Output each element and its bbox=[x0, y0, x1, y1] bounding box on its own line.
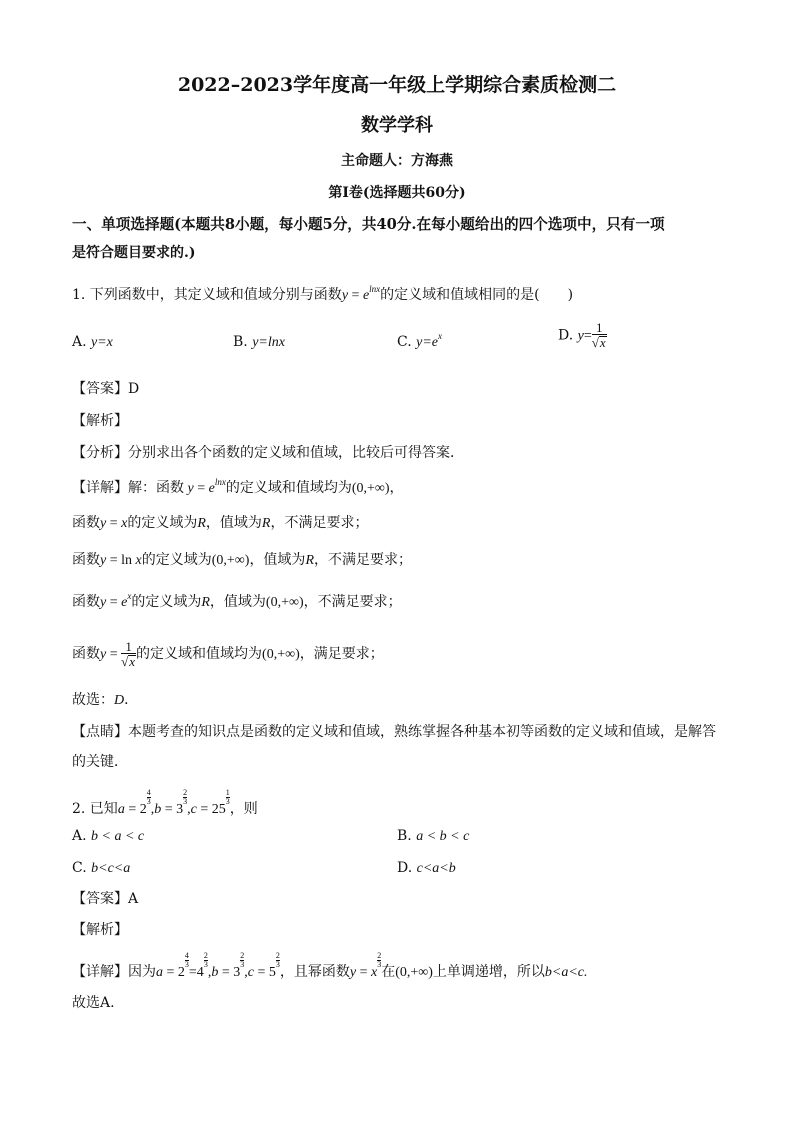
q1-fenxi: 【分析】分别求出各个函数的定义域和值域，比较后可得答案． bbox=[72, 445, 464, 461]
q2-option-c: C. b<c<a bbox=[72, 860, 131, 876]
q1-formula: y bbox=[341, 288, 349, 303]
q2-option-b: B. a < b < c bbox=[397, 828, 470, 844]
q1-answer: 【答案】D bbox=[72, 381, 140, 397]
q2-stem: 2. 已知$a = 2\frac{4}{3}$ $,b = 3\frac{2}{3}$ $,c = 25\frac{1}{3}$ ，则 bbox=[72, 788, 258, 817]
section-heading-line1: 一、单项选择题(本题共8小题，每小题5分，共40分.在每小题给出的四个选项中，只有一项 bbox=[72, 216, 665, 233]
q1-dianjing-line2: 的关键． bbox=[72, 754, 128, 770]
q1-option-a: A. y=x bbox=[72, 334, 113, 350]
q1-stem-tail: 的定义域和值域相同的是( ) bbox=[380, 287, 574, 303]
q2-option-d: D. c<a<b bbox=[397, 860, 456, 876]
q1-choose: 故选：D． bbox=[72, 692, 139, 708]
q1-option-d: D. y= $\frac{1}{√x}$ bbox=[558, 320, 606, 350]
q1-stem: 1. 下列函数中，其定义域和值域分别与函数$y = e^{lnx}$的定义域和值域相同的是( ) bbox=[72, 284, 574, 303]
q2-choose: 故选A. bbox=[72, 995, 115, 1011]
q1-detail-line1: 【详解】解：函数 $y = e^{lnx}$的定义域和值域均为(0,+∞)， bbox=[72, 477, 404, 496]
exam-title: 2022–2023学年度高一年级上学期综合素质检测二 bbox=[177, 74, 617, 96]
q1-detail-line2: 函数y = x的定义域为R，值域为R，不满足要求； bbox=[72, 515, 369, 531]
q1-detail-line5: 函数y = $\frac{1}{√x}$ 的定义域和值域均为(0,+∞)，满足要求； bbox=[72, 638, 384, 669]
q2-answer: 【答案】A bbox=[72, 891, 139, 907]
author-line: 主命题人：方海燕 bbox=[341, 153, 453, 169]
q1-option-b: B. y=lnx bbox=[233, 334, 285, 350]
subject-title: 数学学科 bbox=[361, 115, 433, 136]
q1-analysis-label: 【解析】 bbox=[72, 413, 128, 429]
q2-detail: 【详解】因为$a = 2\frac{4}{3}$ $=4\frac{2}{3}$ $,b = 3\frac{2}{3}$ $,c = 5\frac{2}{3}$ ，且幂函数$y = x\frac{2}{3}$ 在(0,+∞)上单调递增，所以b<a<c. bbox=[72, 951, 588, 980]
q1-option-c: C. $y=e^x$ bbox=[397, 331, 442, 350]
q1-dianjing-line1: 【点睛】本题考查的知识点是函数的定义域和值域，熟练掌握各种基本初等函数的定义域和值域，是解答 bbox=[72, 724, 716, 740]
q1-detail-line3: 函数y = ln x的定义域为(0,+∞)，值域为R，不满足要求； bbox=[72, 552, 412, 568]
section-heading-line2: 是符合题目要求的.) bbox=[72, 245, 196, 261]
q2-analysis-label: 【解析】 bbox=[72, 922, 128, 938]
q1-stem-text: 1. 下列函数中，其定义域和值域分别与函数 bbox=[72, 287, 342, 303]
q1-detail-line4: 函数$y = e^x$的定义域为R，值域为(0,+∞)，不满足要求； bbox=[72, 591, 402, 610]
q2-option-a: A. b < a < c bbox=[72, 828, 145, 844]
volume-line: 第Ⅰ卷(选择题共60分) bbox=[328, 185, 466, 201]
